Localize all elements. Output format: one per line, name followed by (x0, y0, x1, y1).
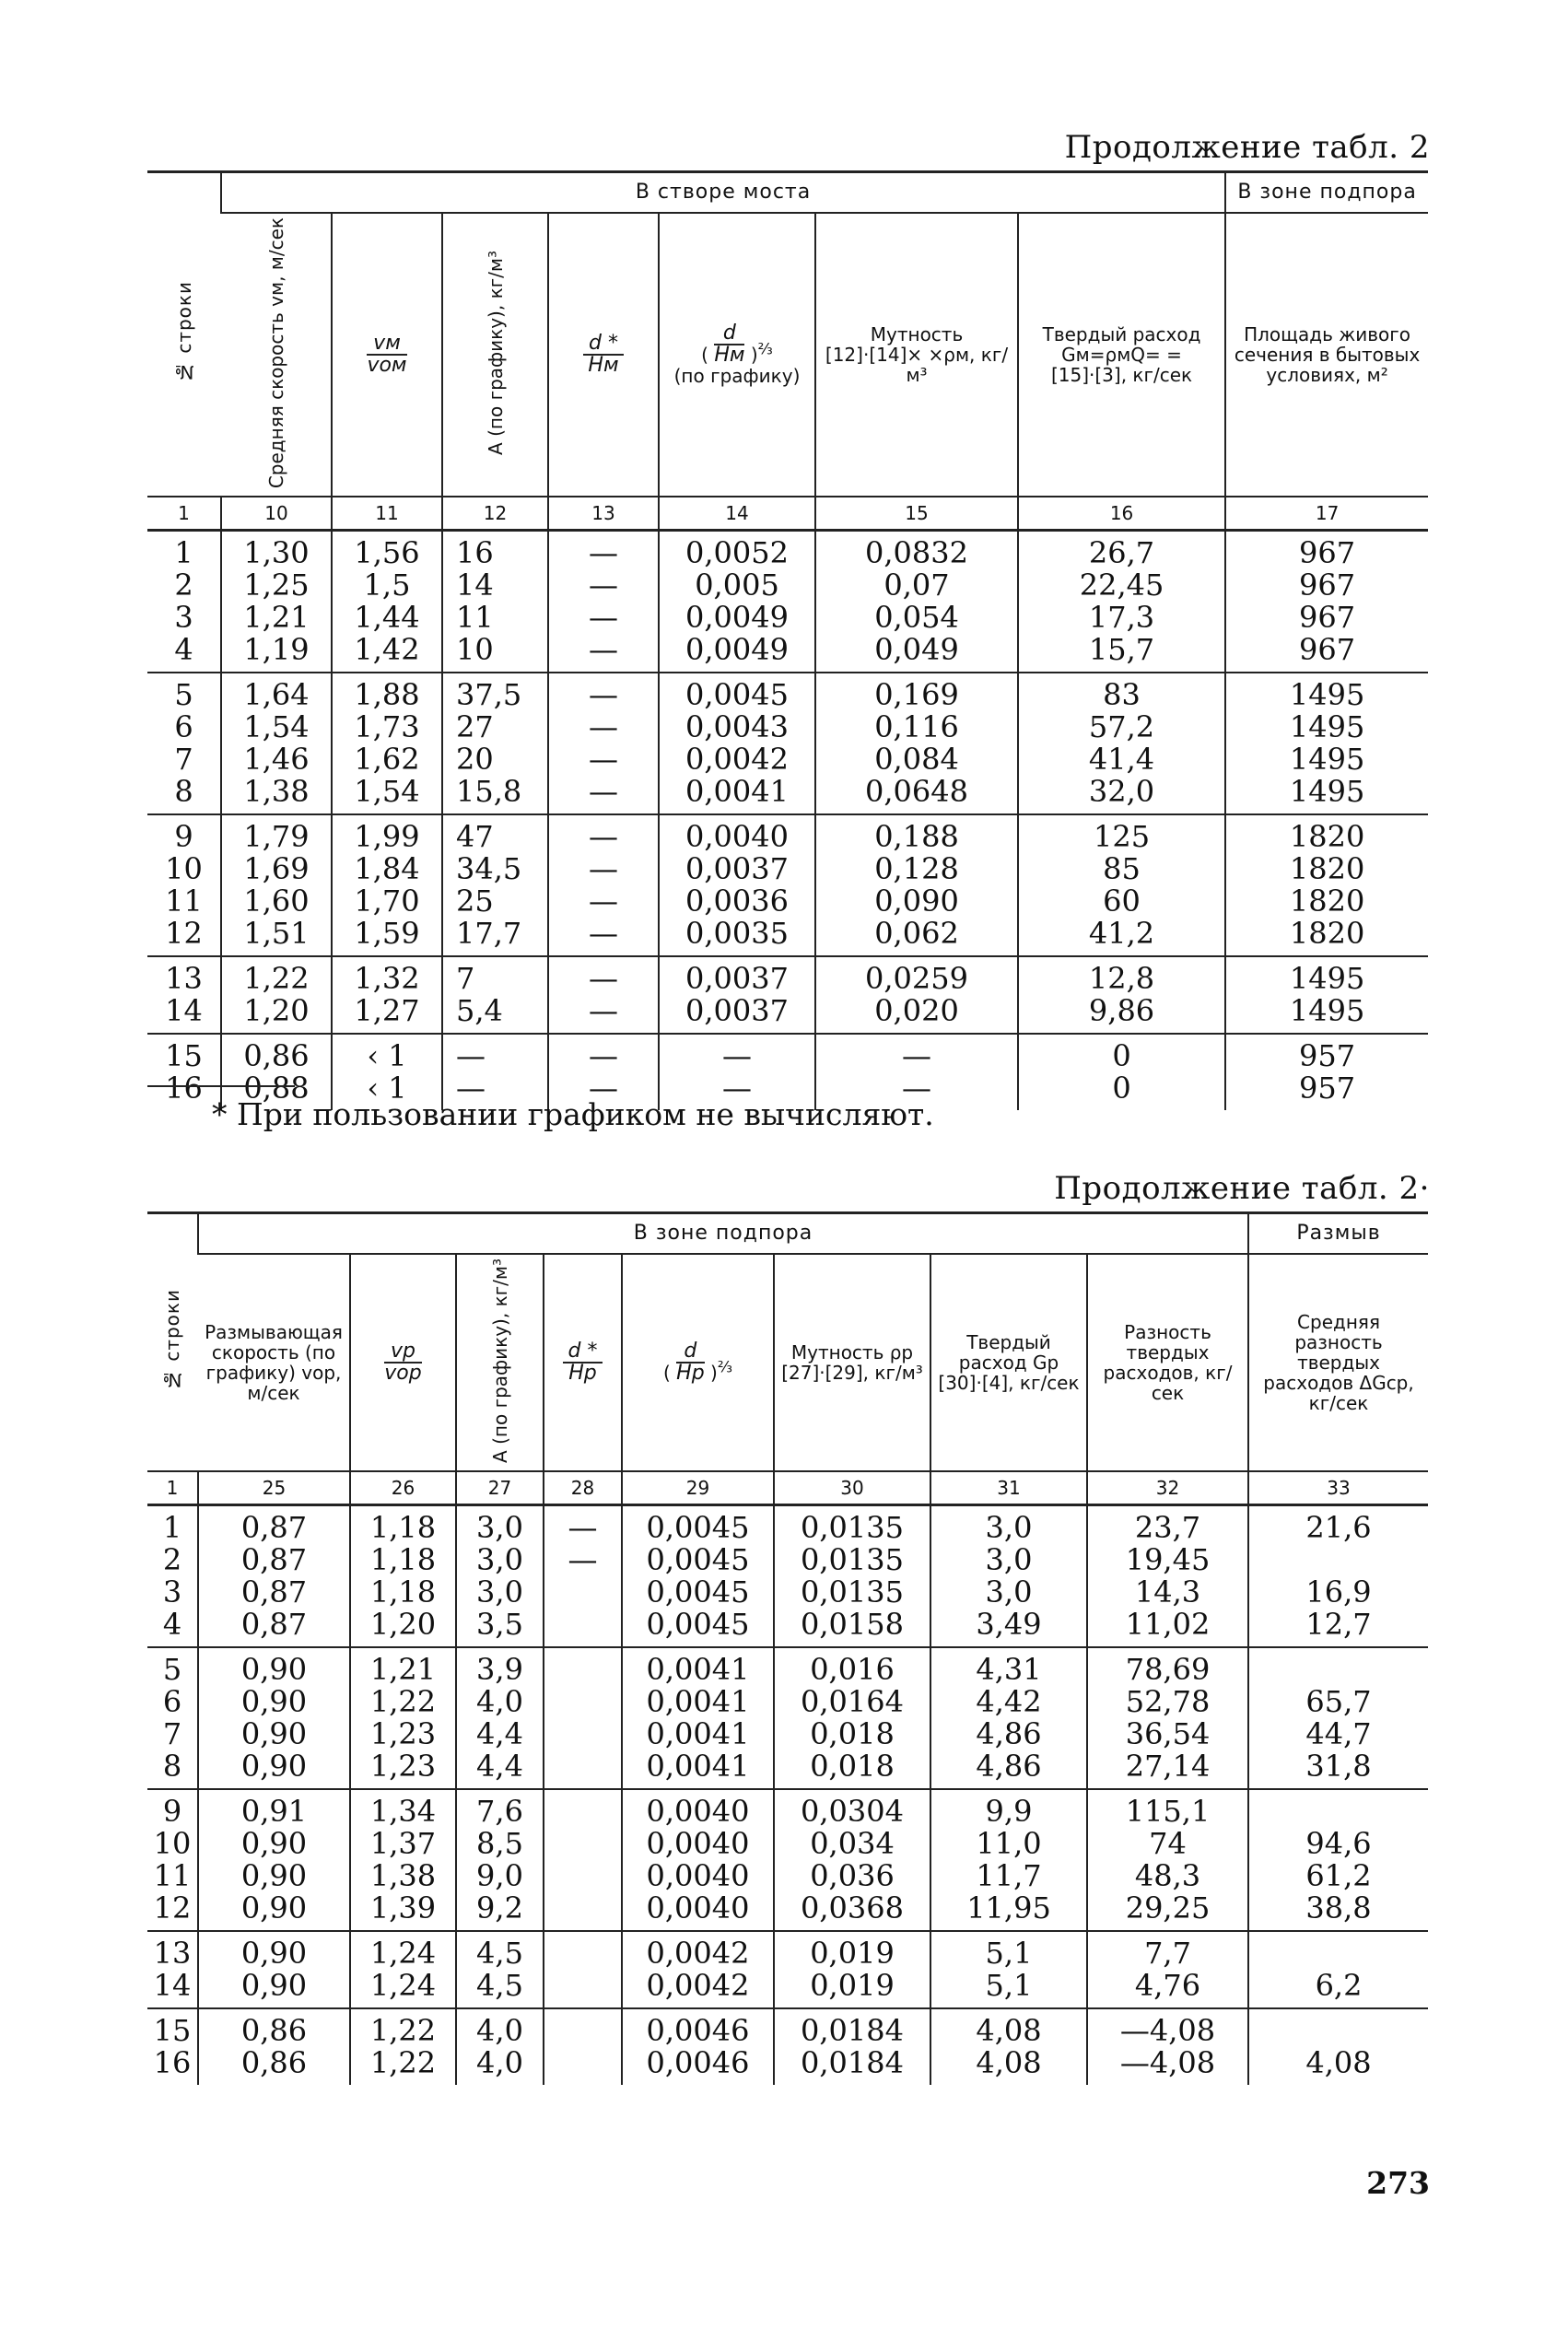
header-col-15: Мутность [12]·[14]× ×ρм, кг/м³ (815, 213, 1018, 497)
row-number-cell: 13 14 (153, 1935, 192, 2003)
cell-velocity-ratio: 1,56 1,5 1,44 1,42 (332, 531, 442, 673)
header-group-scour: Размыв (1248, 1213, 1428, 1255)
cell-solid-discharge: 125 85 60 41,2 (1018, 814, 1225, 956)
cell-solid-discharge: 26,7 22,45 17,3 15,7 (1018, 531, 1225, 673)
column-number: 33 (1248, 1471, 1428, 1505)
header-group-backwater: В зоне подпора (1225, 172, 1428, 214)
table-2 (147, 1211, 1428, 2085)
cell-velocity-ratio: 1,32 1,27 (332, 956, 442, 1034)
table-1 (147, 170, 1428, 1110)
table-row-group (147, 1931, 1428, 2008)
column-number: 17 (1225, 497, 1428, 531)
cell-scour-velocity: 0,87 0,87 0,87 0,87 (198, 1504, 350, 1647)
row-number-cell: 15 16 (165, 1038, 203, 1106)
cell-velocity-ratio: 1,18 1,18 1,18 1,20 (350, 1504, 456, 1647)
cell-velocity: 1,64 1,54 1,46 1,38 (221, 673, 332, 814)
cell-discharge-difference: 23,7 19,45 14,3 11,02 (1087, 1504, 1248, 1647)
cell-velocity-ratio: 1,24 1,24 (350, 1931, 456, 2008)
header-col-32: Разность твердых расходов, кг/сек (1087, 1254, 1248, 1471)
cell-d-h: — — (548, 956, 659, 1034)
table-row-group (147, 814, 1428, 956)
cell-turbidity: 0,0259 0,020 (815, 956, 1018, 1034)
cell-d-h-pow: 0,0052 0,005 0,0049 0,0049 (659, 531, 815, 673)
table-row-group (147, 673, 1428, 814)
cell-d-h-pow: 0,0037 0,0037 (659, 956, 815, 1034)
cell-a: 37,5 27 20 15,8 (442, 673, 548, 814)
row-number-cell: 9 10 11 12 (153, 1793, 192, 1925)
cell-d-h: — — (544, 1504, 622, 1647)
column-number: 32 (1087, 1471, 1248, 1505)
row-number-cell: 13 14 (165, 961, 203, 1029)
cell-turbidity: 0,019 0,019 (774, 1931, 930, 2008)
cell-d-h (544, 1789, 622, 1931)
cell-turbidity: 0,0184 0,0184 (774, 2008, 930, 2085)
cell-solid-discharge: 4,08 4,08 (930, 2008, 1087, 2085)
header-col-33: Средняя разность твердых расходов ΔGср, кг/сек (1248, 1254, 1428, 1471)
cell-solid-discharge: 83 57,2 41,4 32,0 (1018, 673, 1225, 814)
cell-velocity-ratio: ‹ 1 ‹ 1 (332, 1034, 442, 1110)
column-number: 29 (622, 1471, 774, 1505)
cell-velocity: 1,30 1,25 1,21 1,19 (221, 531, 332, 673)
table-row-group (147, 1504, 1428, 1647)
cell-d-h (544, 1931, 622, 2008)
column-number: 27 (456, 1471, 544, 1505)
cell-solid-discharge: 3,0 3,0 3,0 3,49 (930, 1504, 1087, 1647)
header-col-14: ( $\frac{d}{Hм}$ )$^{\frac{2}{3}}$ (по графику) (659, 213, 815, 497)
column-number: 28 (544, 1471, 622, 1505)
cell-velocity: 1,79 1,69 1,60 1,51 (221, 814, 332, 956)
row-number-cell: 15 16 (153, 2012, 192, 2080)
column-number: 16 (1018, 497, 1225, 531)
header-col-11: $\frac{vм}{\text{vом}}$ (332, 213, 442, 497)
table-row-group (147, 2008, 1428, 2085)
cell-turbidity: 0,169 0,116 0,084 0,0648 (815, 673, 1018, 814)
column-number: 10 (221, 497, 332, 531)
cell-turbidity: 0,0135 0,0135 0,0135 0,0158 (774, 1504, 930, 1647)
cell-velocity-ratio: 1,21 1,22 1,23 1,23 (350, 1647, 456, 1789)
column-number: 31 (930, 1471, 1087, 1505)
header-col-28: $\frac{d *}{Hр}$ (544, 1254, 622, 1471)
cell-velocity-ratio: 1,88 1,73 1,62 1,54 (332, 673, 442, 814)
cell-a: 7,6 8,5 9,0 9,2 (456, 1789, 544, 1931)
cell-d-h: — — — — (548, 531, 659, 673)
header-group-backwater-2: В зоне подпора (198, 1213, 1248, 1255)
row-number-cell: 5 6 7 8 (174, 677, 193, 810)
cell-area: 967 967 967 967 (1225, 531, 1428, 673)
table-caption: Продолжение табл. 2 (1064, 129, 1430, 166)
cell-mean-difference: 65,7 44,7 31,8 (1248, 1647, 1428, 1789)
page-number: 273 (1366, 2165, 1430, 2201)
table-caption-2: Продолжение табл. 2· (1054, 1170, 1430, 1207)
header-col-13: $\frac{d *}{Hм}$ (548, 213, 659, 497)
column-number: 12 (442, 497, 548, 531)
cell-solid-discharge: 0 0 (1018, 1034, 1225, 1110)
column-number: 15 (815, 497, 1018, 531)
column-number: 25 (198, 1471, 350, 1505)
header-col-17: Площадь живого сечения в бытовых условиях, м² (1225, 213, 1428, 497)
cell-turbidity: — — (815, 1034, 1018, 1110)
cell-velocity-ratio: 1,22 1,22 (350, 2008, 456, 2085)
cell-d-h-pow: 0,0041 0,0041 0,0041 0,0041 (622, 1647, 774, 1789)
cell-discharge-difference: —4,08 —4,08 (1087, 2008, 1248, 2085)
cell-d-h-pow: — — (659, 1034, 815, 1110)
row-number-cell: 1 2 3 4 (162, 1509, 182, 1642)
header-row-number-2: № строки (147, 1213, 198, 1471)
cell-area: 1495 1495 1495 1495 (1225, 673, 1428, 814)
cell-solid-discharge: 4,31 4,42 4,86 4,86 (930, 1647, 1087, 1789)
column-number: 14 (659, 497, 815, 531)
cell-a: — — (442, 1034, 548, 1110)
cell-discharge-difference: 78,69 52,78 36,54 27,14 (1087, 1647, 1248, 1789)
cell-d-h-pow: 0,0045 0,0045 0,0045 0,0045 (622, 1504, 774, 1647)
cell-d-h: — — — — (548, 814, 659, 956)
cell-a: 4,0 4,0 (456, 2008, 544, 2085)
cell-scour-velocity: 0,91 0,90 0,90 0,90 (198, 1789, 350, 1931)
cell-d-h-pow: 0,0046 0,0046 (622, 2008, 774, 2085)
column-number: 26 (350, 1471, 456, 1505)
cell-turbidity: 0,188 0,128 0,090 0,062 (815, 814, 1018, 956)
cell-d-h: — — (548, 1034, 659, 1110)
cell-solid-discharge: 9,9 11,0 11,7 11,95 (930, 1789, 1087, 1931)
cell-a: 16 14 11 10 (442, 531, 548, 673)
header-group-bridge: В створе моста (221, 172, 1225, 214)
cell-a: 3,9 4,0 4,4 4,4 (456, 1647, 544, 1789)
cell-discharge-difference: 115,1 74 48,3 29,25 (1087, 1789, 1248, 1931)
table-row-group (147, 956, 1428, 1034)
header-col-10: Средняя скорость vм, м/сек (264, 217, 287, 489)
footnote: * При пользовании графиком не вычисляют. (212, 1096, 934, 1132)
cell-solid-discharge: 5,1 5,1 (930, 1931, 1087, 2008)
row-number-cell: 1 2 3 4 (174, 535, 193, 668)
cell-discharge-difference: 7,7 4,76 (1087, 1931, 1248, 2008)
cell-turbidity: 0,016 0,0164 0,018 0,018 (774, 1647, 930, 1789)
cell-scour-velocity: 0,90 0,90 0,90 0,90 (198, 1647, 350, 1789)
cell-d-h-pow: 0,0042 0,0042 (622, 1931, 774, 2008)
cell-a: 4,5 4,5 (456, 1931, 544, 2008)
cell-d-h (544, 2008, 622, 2085)
cell-a: 47 34,5 25 17,7 (442, 814, 548, 956)
cell-solid-discharge: 12,8 9,86 (1018, 956, 1225, 1034)
cell-d-h-pow: 0,0040 0,0037 0,0036 0,0035 (659, 814, 815, 956)
cell-a: 3,0 3,0 3,0 3,5 (456, 1504, 544, 1647)
cell-velocity-ratio: 1,34 1,37 1,38 1,39 (350, 1789, 456, 1931)
column-number: 1 (147, 1471, 198, 1505)
header-col-29: ( $\frac{d}{Hр}$ )$^{\frac{2}{3}}$ (622, 1254, 774, 1471)
table-row-group (147, 1647, 1428, 1789)
header-col-30: Мутность ρр [27]·[29], кг/м³ (774, 1254, 930, 1471)
cell-d-h (544, 1647, 622, 1789)
cell-area: 1820 1820 1820 1820 (1225, 814, 1428, 956)
header-col-16: Твердый расход Gм=ρмQ= = [15]·[3], кг/сек (1018, 213, 1225, 497)
header-col-25: Размывающая скорость (по графику) vор, м/сек (205, 1320, 343, 1404)
cell-a: 7 5,4 (442, 956, 548, 1034)
header-col-27: A (по графику), кг/м³ (456, 1254, 544, 1471)
column-number: 13 (548, 497, 659, 531)
cell-d-h: — — — — (548, 673, 659, 814)
header-col-31: Твердый расход Gр [30]·[4], кг/сек (930, 1254, 1087, 1471)
cell-scour-velocity: 0,86 0,86 (198, 2008, 350, 2085)
row-number-cell: 9 10 11 12 (165, 819, 203, 952)
cell-velocity: 0,86 0,88 (221, 1034, 332, 1110)
cell-d-h-pow: 0,0045 0,0043 0,0042 0,0041 (659, 673, 815, 814)
column-number: 1 (147, 497, 221, 531)
cell-mean-difference: 21,6 16,9 12,7 (1248, 1504, 1428, 1647)
cell-turbidity: 0,0832 0,07 0,054 0,049 (815, 531, 1018, 673)
column-number: 30 (774, 1471, 930, 1505)
cell-area: 1495 1495 (1225, 956, 1428, 1034)
header-col-26: $\frac{vр}{\text{vор}}$ (350, 1254, 456, 1471)
cell-velocity: 1,22 1,20 (221, 956, 332, 1034)
column-number: 11 (332, 497, 442, 531)
row-number-cell: 5 6 7 8 (162, 1651, 182, 1784)
header-col-12: A (по графику), кг/м³ (442, 213, 548, 497)
cell-mean-difference: 4,08 (1248, 2008, 1428, 2085)
cell-d-h-pow: 0,0040 0,0040 0,0040 0,0040 (622, 1789, 774, 1931)
footnote-rule (147, 1085, 295, 1087)
table-row-group (147, 1789, 1428, 1931)
cell-mean-difference: 94,6 61,2 38,8 (1248, 1789, 1428, 1931)
cell-area: 957 957 (1225, 1034, 1428, 1110)
cell-velocity-ratio: 1,99 1,84 1,70 1,59 (332, 814, 442, 956)
cell-scour-velocity: 0,90 0,90 (198, 1931, 350, 2008)
cell-turbidity: 0,0304 0,034 0,036 0,0368 (774, 1789, 930, 1931)
cell-mean-difference: 6,2 (1248, 1931, 1428, 2008)
header-row-number: № строки (147, 172, 221, 497)
table-row-group (147, 531, 1428, 673)
